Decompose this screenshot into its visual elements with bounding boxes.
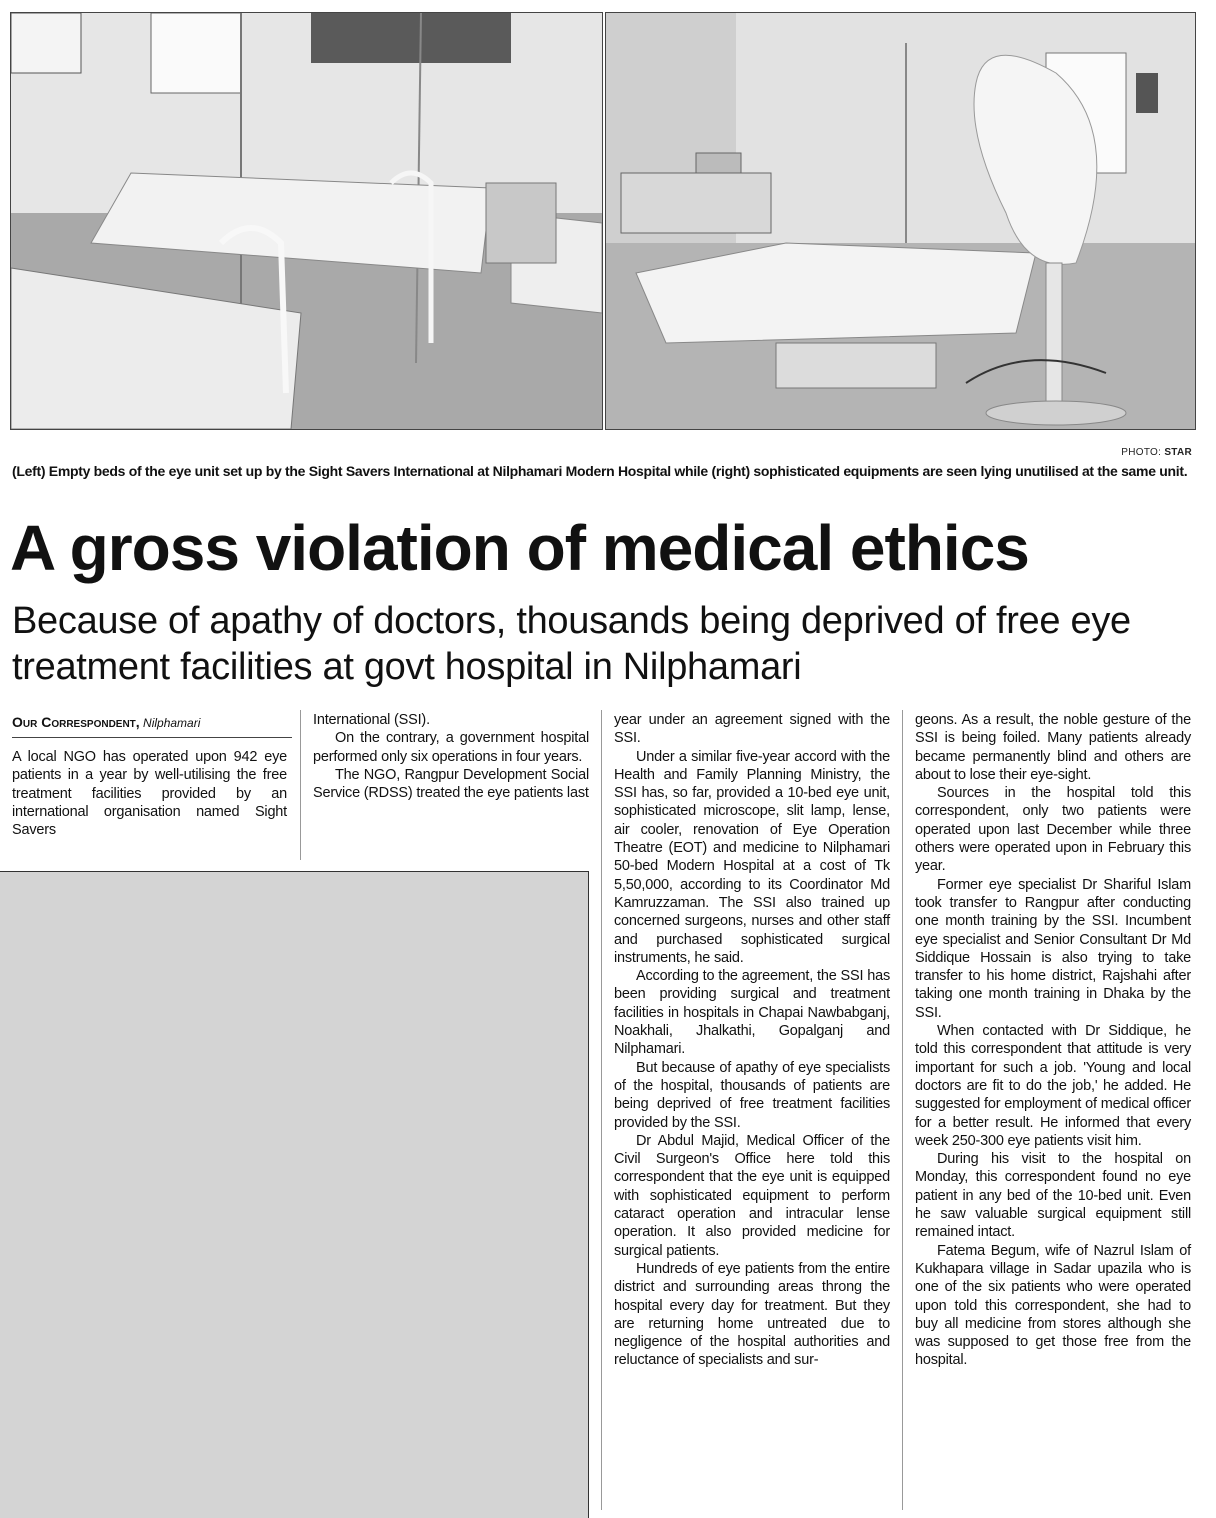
article-paragraph: Sources in the hospital told this correspondent, only two patients were operated upon last December while three others were operated upon in February this year. (915, 785, 1191, 875)
article-paragraph: During his visit to the hospital on Monday, this correspondent found no eye patient in any bed of the 10-bed unit. Even he saw valuable surgical equipment still remained intact. (915, 1151, 1191, 1241)
byline-author: Our Correspondent, (12, 714, 140, 730)
adjacent-page-area (0, 871, 589, 1518)
article-paragraph: geons. As a result, the noble gesture of the SSI is being foiled. Many patients already became permanently blind and others are about to lose their eye-sight. (915, 712, 1191, 783)
article-column-1 (12, 748, 287, 839)
article-paragraph: According to the agreement, the SSI has been providing surgical and treatment facilities in hospitals in Chapai Nawbabganj, Noakhali, Jhalkathi, Gopalganj and Nilphamari. (614, 968, 890, 1058)
article-paragraph: Under a similar five-year accord with the Health and Family Planning Ministry, the SSI has, so far, provided a 10-bed eye unit, sophisticated microscope, slit lamp, lense, air cooler, renovation of Eye Operation Theatre (EOT) and medicine to Nilphamari 50-bed Modern Hospital at a cost of Tk 5,50,000, according to its Coordinator Md Kamruzzaman. The SSI also trained up concerned surgeons, nurses and other staff and purchased sophisticated surgical instruments, he said. (614, 748, 890, 966)
article-paragraph: year under an agreement signed with the SSI. (614, 712, 890, 747)
column-divider (601, 710, 602, 1510)
article-paragraph: But because of apathy of eye specialists of the hospital, thousands of patients are being deprived of free treatment facilities provided by the SSI. (614, 1059, 890, 1131)
article-column-4 (915, 711, 1191, 1370)
headline: A gross violation of medical ethics (10, 512, 1029, 584)
article-paragraph: Dr Abdul Majid, Medical Officer of the Civil Surgeon's Office here told this correspondent that the eye unit is equipped with sophisticated equipment to perform cataract operation and intracular lense operation. It also provided medicine for surgical patients. (614, 1132, 890, 1259)
subheadline: Because of apathy of doctors, thousands being deprived of free eye treatment facilities at govt hospital in Nilphamari (12, 600, 1131, 688)
photo-credit-label: PHOTO: (1121, 447, 1162, 458)
photo-credit (1121, 447, 1192, 458)
photo-unused-equipment (605, 12, 1196, 430)
article-paragraph: A local NGO has operated upon 942 eye patients in a year by well-utilising the free treatment facilities provided by an international organisation named Sight Savers (12, 749, 287, 839)
article-paragraph: Fatema Begum, wife of Nazrul Islam of Kukhapara village in Sadar upazila who is one of the six patients who were operated upon told this correspondent, she had to buy all medicine from stores although she was supposed to get those free from the hospital. (915, 1242, 1191, 1369)
article-column-3 (614, 711, 890, 1370)
article-column-2 (313, 711, 589, 802)
byline (12, 714, 292, 738)
article-paragraph: Former eye specialist Dr Shariful Islam took transfer to Rangpur after conducting one month training by the SSI. Incumbent eye specialist and Senior Consultant Dr Md Siddique Hossain is also trying to take transfer to his home district, Rajshahi after taking one month training in Dhaka by the SSI. (915, 876, 1191, 1021)
photo-empty-beds-illustration (11, 13, 602, 429)
article-paragraph: International (SSI). (313, 712, 430, 728)
column-divider (300, 710, 301, 860)
article-paragraph: When contacted with Dr Siddique, he told this correspondent that attitude is very important for such a job. 'Young and local doctors are fit to do the job,' he added. He suggested for employment of medical officer for a better result. He informed that every week 250-300 eye patients visit him. (915, 1023, 1191, 1149)
column-divider (902, 710, 903, 1510)
photo-caption: (Left) Empty beds of the eye unit set up by the Sight Savers International at Nilphamari Modern Hospital while (right) sophisticated equipments are seen lying unutilised at the same unit. (12, 463, 1188, 479)
photo-credit-source: STAR (1164, 447, 1192, 458)
article-paragraph: Hundreds of eye patients from the entire district and surrounding areas throng the hospital every day for treatment. But they are returning home untreated due to negligence of the hospital authorities and reluctance of specialists and sur- (614, 1260, 890, 1369)
article-paragraph: The NGO, Rangpur Development Social Service (RDSS) treated the eye patients last (313, 766, 589, 802)
article-paragraph: On the contrary, a government hospital performed only six operations in four years. (313, 730, 589, 765)
photo-unused-equipment-illustration (606, 13, 1195, 429)
byline-location: Nilphamari (143, 716, 201, 730)
photo-empty-beds (10, 12, 603, 430)
